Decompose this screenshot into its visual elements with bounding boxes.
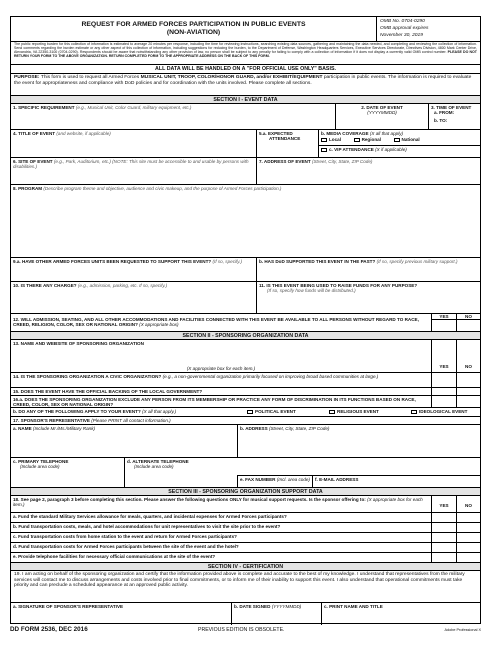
telephone-facilities-no[interactable] [456, 553, 480, 562]
print-name-label: c. PRINT NAME AND TITLE [324, 604, 383, 609]
primary-phone-hint: (Include area code) [20, 464, 60, 470]
other-units-label: 9.a. HAVE OTHER ARMED FORCES UNITS BEEN REQUESTED TO SUPPORT THIS EVENT? [13, 259, 212, 264]
row-17 [11, 417, 480, 425]
row-9 [11, 258, 480, 282]
local-gov-yes[interactable] [431, 388, 456, 395]
site-of-event-hint: (e.g., Park, Auditorium, etc.) (NOTE: This site must be accessible to and usable by persons with disabilities.) [13, 159, 249, 170]
rep-name-label: a. NAME [13, 426, 32, 431]
religious-label: RELIGIOUS EVENT [337, 409, 379, 414]
civic-org-no[interactable] [456, 373, 480, 387]
field-print-name[interactable] [321, 603, 480, 625]
religious-checkbox[interactable] [329, 410, 335, 414]
fund-site-visit-label: b. Fund transportation costs, meals, and hotel accommodations for unit representatives to visit the site prior to the event? [13, 524, 281, 529]
form-page [10, 16, 481, 638]
title-of-event-hint: (and website, if applicable) [56, 131, 111, 136]
email-label: f. E-MAIL ADDRESS [315, 477, 359, 482]
accommodations-hint: (X appropriate box) [139, 322, 179, 328]
no-label: NO [457, 314, 480, 320]
row-4-5 [11, 130, 480, 158]
date-signed-label: b. DATE SIGNED [234, 604, 271, 609]
purpose-block [11, 74, 480, 96]
row-18 [11, 496, 480, 513]
sponsor-name-label: 13. NAME AND WEBSITE OF SPONSORING ORGANIZATION [13, 341, 144, 346]
omb-block [376, 17, 480, 41]
address-of-event-label: 7. ADDRESS OF EVENT [259, 159, 311, 164]
local-gov-no[interactable] [456, 388, 480, 395]
address-of-event-hint: (Street, City, State, ZIP Code) [311, 159, 373, 164]
omb-approval: OMB approval expires [380, 26, 429, 31]
row-1-3 [11, 104, 480, 130]
field-sponsor-name[interactable] [11, 340, 431, 372]
row-14 [11, 373, 480, 388]
row-17c-f [11, 458, 480, 488]
support-no-header: NO [456, 496, 480, 512]
telephone-facilities-label: e. Provide telephone facilities for necessary official communications at the site of the event? [13, 554, 216, 559]
civic-org-label: 14. IS THE SPONSORING ORGANIZATION A CIVIC ORGANIZATION? [13, 374, 162, 379]
omb-expires: November 30, 2019 [380, 33, 423, 38]
regional-checkbox[interactable] [354, 138, 360, 142]
field-time-of-event[interactable] [428, 104, 480, 129]
support-yes-header: YES [431, 496, 456, 512]
field-date-signed[interactable] [231, 603, 321, 625]
row-18c [11, 533, 480, 543]
form-title-line2: (NON-AVIATION) [166, 29, 221, 36]
section-1-header: SECTION I - EVENT DATA [11, 96, 480, 104]
primary-phone-label: c. PRIMARY TELEPHONE [13, 459, 69, 464]
national-checkbox[interactable] [394, 138, 400, 142]
row-17ab [11, 425, 480, 458]
other-units-hint: (If so, specify.) [212, 259, 243, 264]
yes-label: YES [432, 314, 456, 320]
alternate-phone-hint: (Include area code) [134, 464, 174, 470]
form-title [11, 17, 376, 41]
event-type-hint: (X all that apply.) [142, 409, 177, 414]
row-16a [11, 396, 480, 408]
dod-supported-label: b. HAS DoD SUPPORTED THIS EVENT IN THE PAST? [259, 259, 376, 264]
field-email[interactable] [312, 475, 480, 487]
ideological-checkbox[interactable] [411, 410, 417, 414]
row-18a [11, 513, 480, 523]
field-signature[interactable] [11, 603, 231, 625]
field-date-of-event[interactable] [335, 104, 428, 129]
field-fax[interactable] [237, 475, 312, 487]
accommodations-no[interactable] [456, 314, 480, 331]
accommodations-yes[interactable] [431, 314, 456, 331]
fund-home-station-label: c. Fund transportation costs from home station to the event and return for Armed Forces participants? [13, 534, 237, 539]
media-coverage-hint: (X all that apply) [369, 131, 404, 136]
section-4-header: SECTION IV - CERTIFICATION [11, 563, 480, 571]
fund-hotel-transport-label: d. Fund transportation costs for Armed Forces participants between the site of the event and the hotel? [13, 544, 239, 549]
fund-hotel-transport-no[interactable] [456, 543, 480, 552]
section-2-header: SECTION II - SPONSORING ORGANIZATION DATA [11, 332, 480, 340]
col-yes-header: YES [431, 340, 456, 372]
field-expected-attendance[interactable] [256, 130, 318, 157]
purpose-text2: participation in public events. The information is required to evaluate the event for appropriateness and compliance with DoD policies and for coordination with the units involved. Please complete all sections. [14, 75, 472, 86]
section-3-header: SECTION III - SPONSORING ORGANIZATION SUPPORT DATA [11, 488, 480, 496]
field-rep-name[interactable] [11, 425, 237, 457]
burden-text: The public reporting burden for this collection of information is estimated to average 20 minutes per response, including the time for reviewing instructions, searching existing data sources, gathering and maintaining the data needed, and completing and reviewing the collection of information. Send comments regarding the burden estimate or any other aspect of this collection of information, including suggestions for reducing the burden, to the Department of Defense, Washington Headquarters Services, Executive Services Directorate, Directives Division, 4800 Mark Center Drive, Alexandria, VA 22350-3100 (0704-0290). Respondents should be aware that notwithstanding any other provision of law, no person shall be subject to any penalty for failing to comply with a collection of information if it does not display a currently valid OMB control number. [14, 42, 477, 54]
field-raise-funds[interactable] [256, 282, 480, 313]
attendance-label: 5.a. EXPECTED [259, 131, 293, 136]
specific-requirement-label: 1. SPECIFIC REQUIREMENT [13, 105, 75, 110]
field-title-of-event[interactable] [11, 130, 256, 157]
form-footer [10, 626, 481, 636]
title-of-event-label: 4. TITLE OF EVENT [13, 131, 56, 136]
field-address-of-event[interactable] [256, 158, 480, 184]
rep-name-hint: (Include Mr./Ms./Military Rank) [32, 426, 96, 431]
political-label: POLITICAL EVENT [255, 409, 296, 414]
national-label: National [401, 137, 420, 143]
any-charge-hint: (e.g., admission, parking, etc. If so, specify.) [77, 283, 168, 288]
row-10-11 [11, 282, 480, 314]
alternate-phone-label: d. ALTERNATE TELEPHONE [127, 459, 189, 464]
rep-address-label: b. ADDRESS [240, 426, 268, 431]
ideological-label: IDEOLOGICAL EVENT [419, 409, 468, 414]
regional-label: Regional [361, 137, 381, 143]
field-any-charge[interactable] [11, 282, 256, 313]
support-intro-hint: (X appropriate box for each item.) [13, 497, 423, 508]
support-intro-label: 18. See page 2, paragraph 3 before completing this section. Please answer the following questions ONLY for musical support requests. Is the sponsor offering to: [13, 497, 366, 502]
vip-checkbox[interactable] [321, 148, 327, 152]
discrimination-yes[interactable] [431, 396, 456, 407]
time-of-event-label: 3. TIME OF EVENT [431, 105, 472, 110]
rep-address-hint: (Street, City, State, ZIP Code) [268, 426, 330, 431]
form-id: DD FORM 2536, DEC 2016 [10, 626, 88, 633]
burden-return-notice: PLEASE DO NOT RETURN YOUR FORM TO THE ABOVE ORGANIZATION. RETURN COMPLETED FORM TO THE APPROPRIATE ADDRESS ON THE BACK OF THIS FORM. [14, 49, 477, 58]
row-13 [11, 340, 480, 373]
local-checkbox[interactable] [321, 138, 327, 142]
discrimination-label: 16.a. DOES THE SPONSORING ORGANIZATION EXCLUDE ANY PERSON FROM ITS MEMBERSHIP OR PRACTICE ANY FORM OF DISCRIMINATION IN ITS FUNCTIONS BASED ON RACE, CREED, COLOR, SEX OR NATIONAL ORIGIN? [13, 397, 416, 407]
form-title-line1: REQUEST FOR ARMED FORCES PARTICIPATION IN PUBLIC EVENTS [81, 21, 306, 28]
fund-hotel-transport-yes[interactable] [431, 543, 456, 552]
sponsor-name-hint: (X appropriate box for each item.) [186, 365, 256, 371]
civic-org-hint: (e.g., a non-governmental organization primarily focused on improving broad based communities at large.) [162, 374, 379, 379]
vip-hint: (X if applicable) [375, 147, 407, 153]
field-other-units[interactable] [11, 258, 256, 281]
row-18b [11, 523, 480, 533]
obsolete-notice: PREVIOUS EDITION IS OBSOLETE. [198, 627, 285, 633]
field-primary-phone[interactable] [11, 458, 124, 487]
field-specific-requirement[interactable] [11, 104, 335, 129]
date-signed-hint: (YYYYMMDD) [271, 604, 302, 609]
software-label: Adobe Professional X [444, 628, 481, 632]
specific-requirement-hint: (e.g., Musical Unit, Color Guard, military equipment, etc.) [75, 105, 192, 110]
field-rep-address[interactable] [237, 425, 480, 457]
burden-statement [11, 41, 480, 65]
row-12 [11, 314, 480, 332]
row-18d [11, 543, 480, 553]
program-label: 8. PROGRAM [13, 186, 43, 191]
date-of-event-label: 2. DATE OF EVENT [361, 105, 403, 110]
dod-supported-hint: (If so, specify previous military support.) [376, 259, 458, 264]
dd-form-2536 [10, 16, 481, 624]
event-type-label: b. DO ANY OF THE FOLLOWING APPLY TO YOUR EVENT? [13, 409, 141, 414]
fund-home-station-no[interactable] [456, 533, 480, 542]
fax-label: e. FAX NUMBER [240, 477, 276, 482]
media-coverage-block [318, 130, 480, 157]
attendance-label-2: ATTENDANCE [269, 136, 301, 142]
accommodations-question [11, 314, 431, 331]
field-dod-supported[interactable] [256, 258, 480, 281]
row-16b [11, 408, 480, 417]
row-18e [11, 553, 480, 563]
any-charge-label: 10. IS THERE ANY CHARGE? [13, 283, 77, 288]
omb-number: OMB No. 0704-0290 [380, 19, 425, 24]
purpose-text1: This form is used to request all Armed Forces [40, 75, 140, 80]
row-19abc [11, 603, 480, 625]
raise-funds-hint: (If so, specify how funds will be distributed.) [267, 288, 356, 294]
field-program[interactable] [11, 185, 480, 258]
signature-label: a. SIGNATURE OF SPONSOR'S REPRESENTATIVE [13, 604, 124, 609]
local-label: Local [329, 137, 341, 143]
purpose-bold: MUSICAL UNIT, TROOP, COLOR/HONOR GUARD, and/or EXHIBIT/EQUIPMENT [140, 75, 323, 80]
raise-funds-label: 11. IS THIS EVENT BEING USED TO RAISE FUNDS FOR ANY PURPOSE? [259, 283, 418, 288]
row-15 [11, 388, 480, 396]
field-site-of-event[interactable] [11, 158, 256, 184]
purpose-label: PURPOSE: [14, 75, 40, 80]
program-hint: (Describe program theme and objective, audience and civic makeup, and the purpose of Armed Forces participation.) [43, 186, 282, 191]
fax-hint: (Incl. area code) [276, 477, 310, 482]
political-checkbox[interactable] [247, 410, 253, 414]
field-alternate-phone[interactable] [124, 458, 237, 487]
fund-home-station-yes[interactable] [431, 533, 456, 542]
civic-org-yes[interactable] [431, 373, 456, 387]
row-6-7 [11, 158, 480, 185]
fouo-notice: ALL DATA WILL BE HANDLED ON A "FOR OFFICIAL USE ONLY" BASIS. [11, 65, 480, 74]
time-to-label: b. TO: [434, 117, 448, 123]
col-no-header: NO [456, 340, 480, 372]
vip-label: c. VIP ATTENDANCE [329, 147, 374, 153]
fund-allowance-yes[interactable] [431, 513, 456, 522]
local-gov-label: 15. DOES THE EVENT HAVE THE OFFICIAL BACKING OF THE LOCAL GOVERNMENT? [13, 389, 203, 394]
certification-text: 19. I am acting on behalf of the sponsoring organization and certify that the information provided above is complete and accurate to the best of my knowledge. I understand that representatives from the military services will contact me to discuss arrangements and costs involved prior to final commitments, or to inform me of their inability to support this event. I also understand that operational commitments must take priority and can preclude a scheduled appearance at an approved public activity. [11, 571, 480, 603]
fund-site-visit-yes[interactable] [431, 523, 456, 532]
site-of-event-label: 6. SITE OF EVENT [13, 159, 53, 164]
fund-allowance-label: a. Fund the standard Military Services allowance for meals, quarters, and incidental expenses for Armed Forces participants? [13, 514, 287, 519]
fund-allowance-no[interactable] [456, 513, 480, 522]
date-of-event-hint: (YYYYMMDD) [367, 110, 397, 116]
time-from-label: a. FROM: [434, 110, 455, 116]
sponsor-rep-label: 17. SPONSOR'S REPRESENTATIVE [13, 418, 90, 423]
fund-site-visit-no[interactable] [456, 523, 480, 532]
accommodations-label: 12. WILL ADMISSION, SEATING, AND ALL OTHER ACCOMMODATIONS AND FACILITIES CONNECTED WITH THIS EVENT BE AVAILABLE TO ALL PERSONS WITHOUT REGARD TO RACE, CREED, RELIGION, COLOR, SEX OR NATIONAL ORIGIN? [13, 317, 419, 328]
media-coverage-label: b. MEDIA COVERAGE [321, 131, 369, 136]
sponsor-rep-hint: (Please PRINT all contact information.) [91, 418, 171, 423]
telephone-facilities-yes[interactable] [431, 553, 456, 562]
discrimination-no[interactable] [456, 396, 480, 407]
